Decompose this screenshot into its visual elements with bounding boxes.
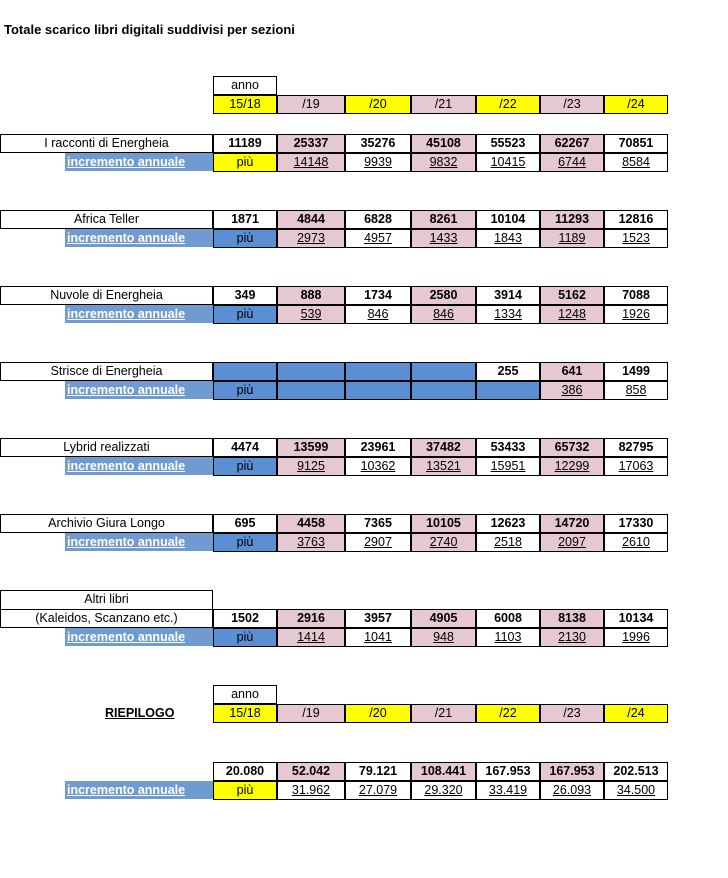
increment-cell[interactable]: 1334 — [476, 305, 540, 324]
increment-cell[interactable]: 4957 — [345, 229, 411, 248]
increment-cell[interactable]: 1041 — [345, 628, 411, 647]
increment-cell[interactable]: 1926 — [604, 305, 668, 324]
total-cell[interactable]: 641 — [540, 362, 604, 381]
summary-total-cell[interactable]: 20.080 — [213, 762, 277, 781]
total-cell[interactable]: 4905 — [411, 609, 476, 628]
piu-cell: più — [213, 457, 277, 476]
total-cell[interactable]: 17330 — [604, 514, 668, 533]
total-cell[interactable]: 4474 — [213, 438, 277, 457]
section-name: Lybrid realizzati — [0, 438, 213, 457]
riepilogo-label: RIEPILOGO — [105, 706, 175, 720]
increment-cell[interactable]: 1523 — [604, 229, 668, 248]
increment-label: incremento annuale — [65, 305, 213, 323]
piu-cell: più — [213, 305, 277, 324]
total-cell[interactable]: 6008 — [476, 609, 540, 628]
increment-cell[interactable]: 1414 — [277, 628, 345, 647]
year-header: /22 — [476, 704, 540, 723]
increment-cell[interactable]: 386 — [540, 381, 604, 400]
total-cell[interactable]: 10104 — [476, 210, 540, 229]
total-cell[interactable]: 37482 — [411, 438, 476, 457]
increment-cell[interactable]: 2097 — [540, 533, 604, 552]
increment-cell[interactable]: 1189 — [540, 229, 604, 248]
increment-cell[interactable]: 1248 — [540, 305, 604, 324]
total-cell[interactable]: 1499 — [604, 362, 668, 381]
total-cell[interactable]: 53433 — [476, 438, 540, 457]
increment-cell[interactable]: 948 — [411, 628, 476, 647]
piu-cell: più — [213, 153, 277, 172]
summary-total-cell[interactable]: 202.513 — [604, 762, 668, 781]
total-cell[interactable]: 4844 — [277, 210, 345, 229]
piu-cell: più — [213, 628, 277, 647]
increment-cell[interactable]: 1996 — [604, 628, 668, 647]
year-header: /22 — [476, 95, 540, 114]
increment-cell[interactable]: 2130 — [540, 628, 604, 647]
total-cell[interactable]: 1871 — [213, 210, 277, 229]
increment-cell[interactable]: 1433 — [411, 229, 476, 248]
increment-cell[interactable]: 1103 — [476, 628, 540, 647]
increment-cell[interactable] — [476, 381, 540, 400]
increment-cell[interactable]: 1843 — [476, 229, 540, 248]
total-cell[interactable]: 12623 — [476, 514, 540, 533]
page-title: Totale scarico libri digitali suddivisi per sezioni — [4, 22, 295, 37]
total-cell[interactable] — [411, 362, 476, 381]
section-name: Nuvole di Energheia — [0, 286, 213, 305]
increment-cell[interactable]: 6744 — [540, 153, 604, 172]
summary-increment-cell[interactable]: 27.079 — [345, 781, 411, 800]
increment-cell[interactable]: 14148 — [277, 153, 345, 172]
total-cell[interactable]: 13599 — [277, 438, 345, 457]
increment-cell[interactable] — [277, 381, 345, 400]
total-cell[interactable]: 888 — [277, 286, 345, 305]
summary-total-cell[interactable]: 167.953 — [476, 762, 540, 781]
year-header: 15/18 — [213, 95, 277, 114]
anno-header: anno — [213, 76, 277, 95]
year-header: /23 — [540, 95, 604, 114]
increment-cell[interactable]: 2907 — [345, 533, 411, 552]
increment-label: incremento annuale — [65, 628, 213, 646]
total-cell[interactable]: 11293 — [540, 210, 604, 229]
increment-label: incremento annuale — [65, 533, 213, 551]
piu-cell: più — [213, 781, 277, 800]
total-cell[interactable]: 7088 — [604, 286, 668, 305]
increment-cell[interactable]: 2610 — [604, 533, 668, 552]
total-cell[interactable]: 255 — [476, 362, 540, 381]
summary-total-cell[interactable]: 108.441 — [411, 762, 476, 781]
year-header: 15/18 — [213, 704, 277, 723]
total-cell[interactable]: 23961 — [345, 438, 411, 457]
increment-cell[interactable]: 2973 — [277, 229, 345, 248]
increment-cell[interactable] — [411, 381, 476, 400]
total-cell[interactable]: 349 — [213, 286, 277, 305]
total-cell[interactable]: 65732 — [540, 438, 604, 457]
section-name: Altri libri — [0, 590, 213, 609]
increment-cell[interactable]: 9832 — [411, 153, 476, 172]
increment-cell[interactable]: 8584 — [604, 153, 668, 172]
total-cell[interactable]: 4458 — [277, 514, 345, 533]
increment-label: incremento annuale — [65, 153, 213, 171]
increment-label: incremento annuale — [65, 229, 213, 247]
year-header: /20 — [345, 704, 411, 723]
total-cell[interactable]: 2580 — [411, 286, 476, 305]
year-header: /19 — [277, 95, 345, 114]
total-cell[interactable]: 10105 — [411, 514, 476, 533]
piu-cell: più — [213, 533, 277, 552]
total-cell[interactable]: 1502 — [213, 609, 277, 628]
increment-cell[interactable]: 9125 — [277, 457, 345, 476]
total-cell[interactable]: 12816 — [604, 210, 668, 229]
increment-cell[interactable]: 846 — [345, 305, 411, 324]
summary-increment-cell[interactable]: 33.419 — [476, 781, 540, 800]
anno-header: anno — [213, 685, 277, 704]
summary-increment-cell[interactable]: 26.093 — [540, 781, 604, 800]
total-cell[interactable]: 1734 — [345, 286, 411, 305]
summary-increment-cell[interactable]: 31.962 — [277, 781, 345, 800]
total-cell[interactable]: 3957 — [345, 609, 411, 628]
total-cell[interactable]: 11189 — [213, 134, 277, 153]
section-name: Strisce di Energheia — [0, 362, 213, 381]
increment-cell[interactable]: 539 — [277, 305, 345, 324]
total-cell[interactable]: 14720 — [540, 514, 604, 533]
increment-cell[interactable]: 2518 — [476, 533, 540, 552]
total-cell[interactable]: 70851 — [604, 134, 668, 153]
year-header: /20 — [345, 95, 411, 114]
total-cell[interactable] — [345, 362, 411, 381]
total-cell[interactable]: 45108 — [411, 134, 476, 153]
total-cell[interactable]: 62267 — [540, 134, 604, 153]
total-cell[interactable]: 7365 — [345, 514, 411, 533]
increment-cell[interactable]: 858 — [604, 381, 668, 400]
summary-increment-cell[interactable]: 34.500 — [604, 781, 668, 800]
increment-cell[interactable]: 13521 — [411, 457, 476, 476]
increment-label: incremento annuale — [65, 381, 213, 399]
total-cell[interactable]: 25337 — [277, 134, 345, 153]
total-cell[interactable]: 35276 — [345, 134, 411, 153]
increment-label: incremento annuale — [65, 781, 213, 799]
increment-cell[interactable]: 12299 — [540, 457, 604, 476]
increment-cell[interactable]: 10362 — [345, 457, 411, 476]
total-cell[interactable] — [213, 362, 277, 381]
increment-cell[interactable]: 2740 — [411, 533, 476, 552]
increment-label: incremento annuale — [65, 457, 213, 475]
total-cell[interactable]: 3914 — [476, 286, 540, 305]
summary-total-cell[interactable]: 52.042 — [277, 762, 345, 781]
year-header: /21 — [411, 704, 476, 723]
section-name: Africa Teller — [0, 210, 213, 229]
total-cell[interactable] — [277, 362, 345, 381]
total-cell[interactable]: 55523 — [476, 134, 540, 153]
total-cell[interactable]: 10134 — [604, 609, 668, 628]
piu-cell: più — [213, 229, 277, 248]
summary-increment-cell[interactable]: 29.320 — [411, 781, 476, 800]
increment-cell[interactable]: 3763 — [277, 533, 345, 552]
increment-cell[interactable] — [345, 381, 411, 400]
summary-total-cell[interactable]: 167.953 — [540, 762, 604, 781]
year-header: /19 — [277, 704, 345, 723]
total-cell[interactable]: 8138 — [540, 609, 604, 628]
summary-total-cell[interactable]: 79.121 — [345, 762, 411, 781]
increment-cell[interactable]: 10415 — [476, 153, 540, 172]
total-cell[interactable]: 5162 — [540, 286, 604, 305]
increment-cell[interactable]: 15951 — [476, 457, 540, 476]
year-header: /21 — [411, 95, 476, 114]
total-cell[interactable]: 695 — [213, 514, 277, 533]
section-name: Archivio Giura Longo — [0, 514, 213, 533]
year-header: /24 — [604, 95, 668, 114]
total-cell[interactable]: 82795 — [604, 438, 668, 457]
total-cell[interactable]: 2916 — [277, 609, 345, 628]
increment-cell[interactable]: 17063 — [604, 457, 668, 476]
section-name-detail: (Kaleidos, Scanzano etc.) — [0, 609, 213, 628]
year-header: /24 — [604, 704, 668, 723]
increment-cell[interactable]: 9939 — [345, 153, 411, 172]
year-header: /23 — [540, 704, 604, 723]
increment-cell[interactable]: 846 — [411, 305, 476, 324]
section-name: I racconti di Energheia — [0, 134, 213, 153]
total-cell[interactable]: 8261 — [411, 210, 476, 229]
piu-cell: più — [213, 381, 277, 400]
total-cell[interactable]: 6828 — [345, 210, 411, 229]
